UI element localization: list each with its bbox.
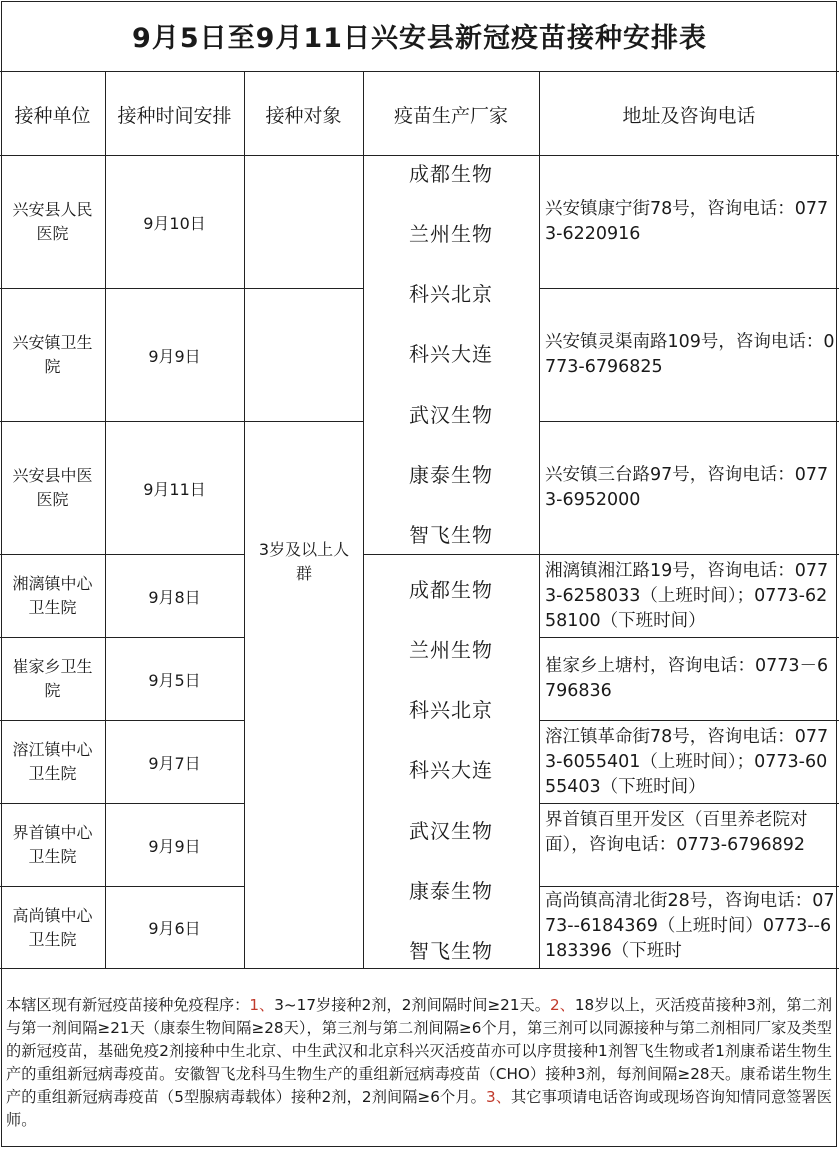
address-cell: 崔家乡上塘村，咨询电话：0773－6796836 bbox=[545, 656, 829, 701]
note-item-3: 其它事项请电话咨询或现场咨询知情同意签署医师。 bbox=[6, 1088, 832, 1129]
manufacturer-item: 武汉生物 bbox=[409, 818, 493, 843]
page-title: 9月5日至9月11日兴安县新冠疫苗接种安排表 bbox=[0, 0, 839, 72]
header-manufacturer: 疫苗生产厂家 bbox=[393, 104, 508, 127]
manufacturer-item: 科兴北京 bbox=[409, 698, 493, 723]
time-cell: 9月6日 bbox=[148, 919, 201, 938]
time-cell: 9月9日 bbox=[148, 346, 201, 366]
note-number-3: 3、 bbox=[485, 1088, 511, 1106]
header-unit: 接种单位 bbox=[14, 104, 91, 127]
address-cell: 湘漓镇湘江路19号，咨询电话：0773-6258033（上班时间）；0773-6258100（下班时间） bbox=[545, 561, 829, 631]
header-time: 接种时间安排 bbox=[117, 104, 232, 127]
manufacturer-item: 康泰生物 bbox=[409, 878, 493, 903]
time-cell: 9月8日 bbox=[148, 587, 201, 607]
manufacturer-item: 科兴北京 bbox=[409, 282, 493, 307]
address-cell: 兴安镇康宁街78号，咨询电话：0773-6220916 bbox=[545, 199, 829, 244]
manufacturer-list-2 bbox=[364, 574, 538, 964]
address-cell: 兴安镇三台路97号，咨询电话：0773-6952000 bbox=[545, 465, 829, 510]
time-cell: 9月10日 bbox=[143, 213, 206, 233]
unit-cell: 溶江镇中心卫生院 bbox=[12, 740, 93, 783]
time-cell: 9月11日 bbox=[143, 479, 206, 499]
address-cell: 高尚镇高清北街28号，咨询电话：0773--6184369（上班时间）0773--6183396（下班时 bbox=[545, 891, 835, 961]
note-item-2: 18岁以上，灭活疫苗接种3剂，第二剂与第一剂间隔≥21天（康泰生物间隔≥28天），第三剂与第二剂间隔≥6个月，第三剂可以同源接种与第二剂相同厂家及类型的新冠疫苗，基础免疫2剂接种中生北京、中生武汉和北京科兴灭活疫苗亦可以序贯接种1剂智飞生物或者1剂康希诺生物生产的重组新冠病毒疫苗。安徽智飞龙科马生物生产的重组新冠病毒疫苗（CHO）接种3剂，每剂间隔≥28天。康希诺生物生产的重组新冠病毒疫苗（5型腺病毒载体）接种2剂，2剂间隔≥6个月。 bbox=[6, 996, 833, 1106]
time-cell: 9月7日 bbox=[148, 753, 201, 773]
address-cell: 界首镇百里开发区（百里养老院对面），咨询电话：0773-6796892 bbox=[545, 810, 808, 855]
manufacturer-item: 成都生物 bbox=[409, 578, 493, 602]
manufacturer-list-1 bbox=[364, 158, 538, 548]
unit-cell: 界首镇中心卫生院 bbox=[12, 823, 93, 866]
address-cell: 溶江镇革命街78号，咨询电话：0773-6055401（上班时间）；0773-6055403（下班时间） bbox=[545, 727, 829, 797]
time-cell: 9月9日 bbox=[148, 836, 201, 856]
manufacturer-item: 科兴大连 bbox=[409, 758, 493, 783]
column-divider bbox=[539, 72, 540, 969]
unit-cell: 兴安县人民医院 bbox=[12, 200, 93, 243]
note-number-2: 2、 bbox=[549, 996, 575, 1014]
column-divider bbox=[244, 72, 245, 969]
manufacturer-item: 智飞生物 bbox=[409, 938, 493, 963]
manufacturer-item: 兰州生物 bbox=[409, 222, 493, 247]
address-cell: 兴安镇灵渠南路109号，咨询电话：0773-6796825 bbox=[545, 332, 835, 377]
manufacturer-item: 兰州生物 bbox=[409, 638, 493, 663]
time-cell: 9月5日 bbox=[148, 670, 201, 690]
manufacturer-item: 成都生物 bbox=[409, 162, 493, 186]
header-address: 地址及咨询电话 bbox=[622, 104, 756, 127]
manufacturer-item: 康泰生物 bbox=[409, 462, 493, 487]
note-item-1: 3~17岁接种2剂，2剂间隔时间≥21天。 bbox=[274, 996, 550, 1014]
unit-cell: 高尚镇中心卫生院 bbox=[12, 905, 93, 949]
unit-cell: 兴安镇卫生院 bbox=[12, 333, 93, 376]
header-target: 接种对象 bbox=[265, 104, 342, 127]
manufacturer-item: 武汉生物 bbox=[409, 402, 493, 427]
unit-cell: 兴安县中医医院 bbox=[12, 466, 93, 509]
unit-cell: 湘漓镇中心卫生院 bbox=[12, 574, 93, 617]
manufacturer-item: 科兴大连 bbox=[409, 342, 493, 367]
target-group-cell: 3岁及以上人群 bbox=[258, 540, 350, 583]
immunization-notes bbox=[6, 994, 832, 1132]
unit-cell: 崔家乡卫生院 bbox=[12, 657, 93, 700]
note-number-1: 1、 bbox=[249, 996, 275, 1014]
manufacturer-item: 智飞生物 bbox=[409, 522, 493, 547]
note-intro: 本辖区现有新冠疫苗接种免疫程序： bbox=[6, 996, 250, 1014]
